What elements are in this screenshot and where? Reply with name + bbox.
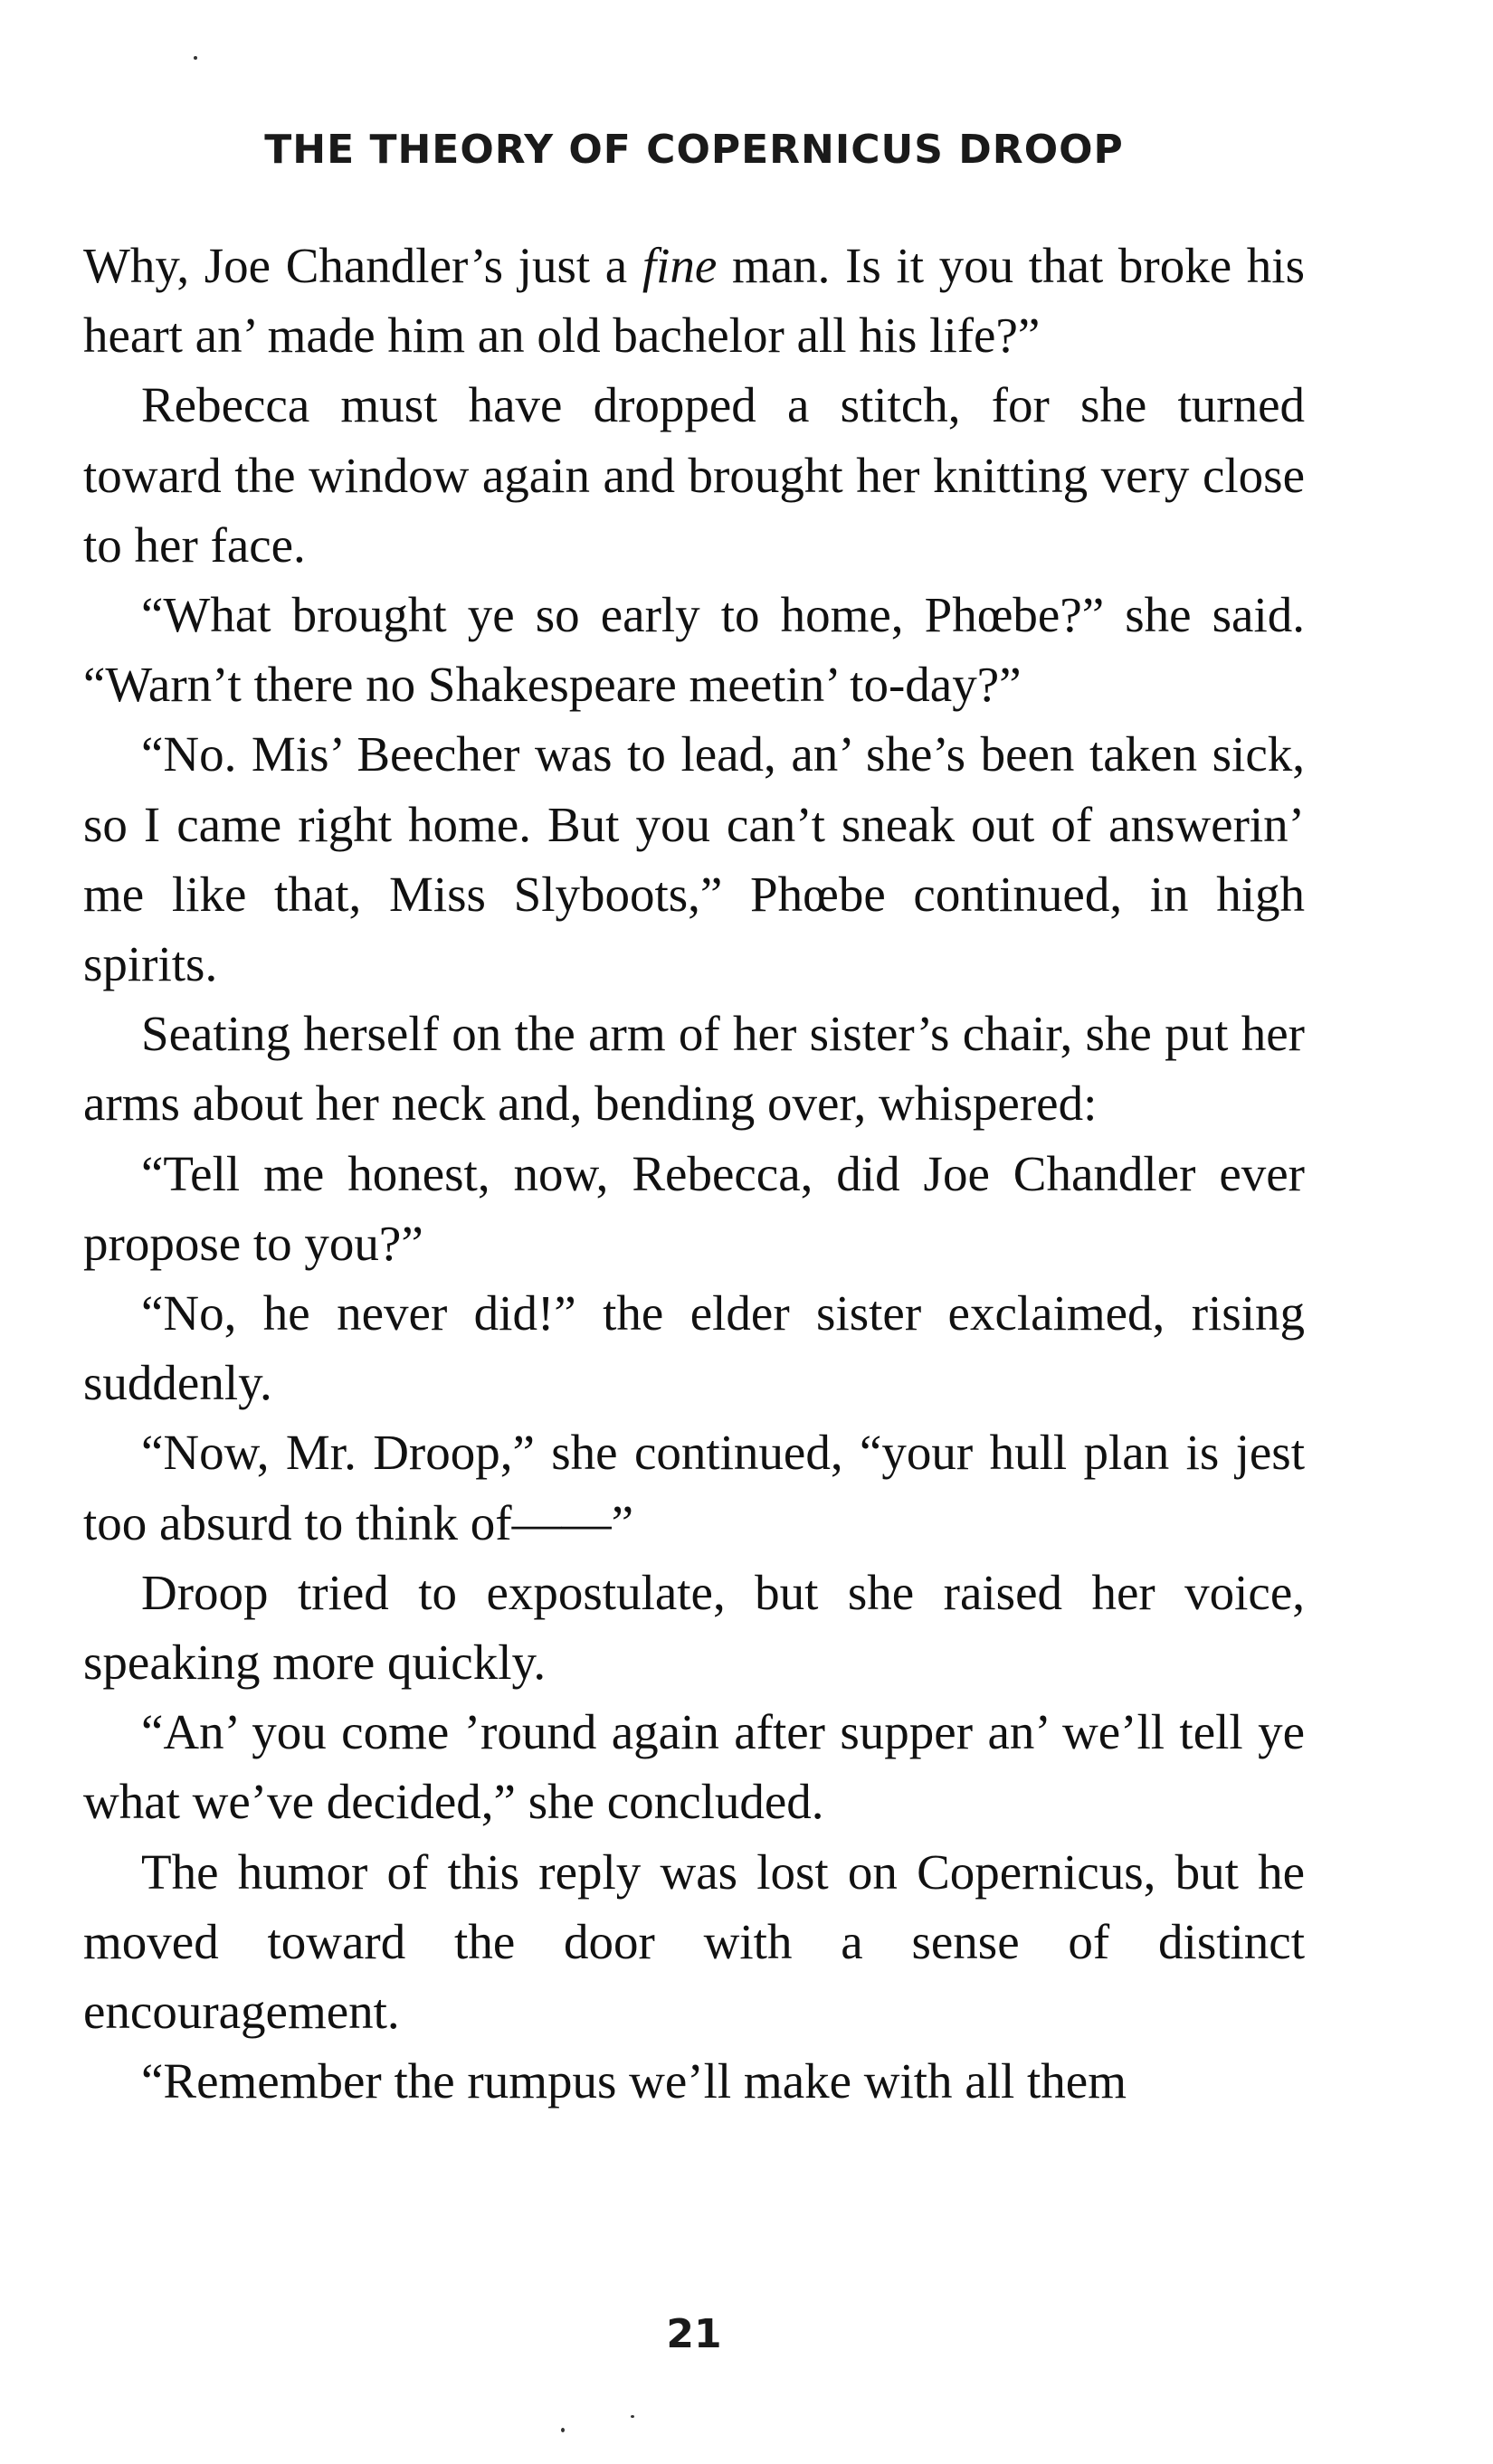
paragraph: Rebecca must have dropped a stitch, for she turned toward the window again and brought her knitting very close to her face. (83, 377, 1305, 573)
page-number: 21 (666, 2311, 722, 2357)
paragraph: “Remember the rumpus we’ll make with all them (141, 2053, 1127, 2109)
print-speck (631, 2415, 634, 2418)
paragraph: The humor of this reply was lost on Copernicus, but he moved toward the door with a sense of distinct encouragement. (83, 1843, 1305, 2040)
paragraph-text: Why, Joe Chandler’s just a (83, 238, 642, 293)
paragraph-text: man. Is it you that broke his heart an’ made him an old bachelor all his life?” (83, 238, 1305, 364)
paragraph: “An’ you come ’round again after supper an’ we’ll tell ye what we’ve decided,” she concluded. (83, 1704, 1305, 1830)
print-speck (561, 2428, 565, 2432)
paragraph: Droop tried to expostulate, but she raised her voice, speaking more quickly. (83, 1564, 1305, 1691)
paragraph: “No. Mis’ Beecher was to lead, an’ she’s been taken sick, so I came right home. But you can’t sneak out of answerin’ me like that, Miss Slyboots,” Phœbe continued, in high spirits. (83, 726, 1305, 992)
print-speck (194, 56, 197, 60)
paragraph: “What brought ye so early to home, Phœbe?” she said. “Warn’t there no Shakespeare meetin’ to-day?” (83, 587, 1305, 713)
paragraph: Seating herself on the arm of her sister’s chair, she put her arms about her neck and, bending over, whispered: (83, 1006, 1305, 1132)
paragraph: “No, he never did!” the elder sister exclaimed, rising suddenly. (83, 1285, 1305, 1411)
emphasized-word: fine (642, 238, 718, 293)
paragraph (83, 231, 1305, 370)
running-head: THE THEORY OF COPERNICUS DROOP (264, 127, 1124, 173)
paragraph: “Tell me honest, now, Rebecca, did Joe Chandler ever propose to you?” (83, 1145, 1305, 1271)
paragraph: “Now, Mr. Droop,” she continued, “your hull plan is jest too absurd to think of——” (83, 1425, 1305, 1550)
body-text (83, 231, 1305, 2116)
